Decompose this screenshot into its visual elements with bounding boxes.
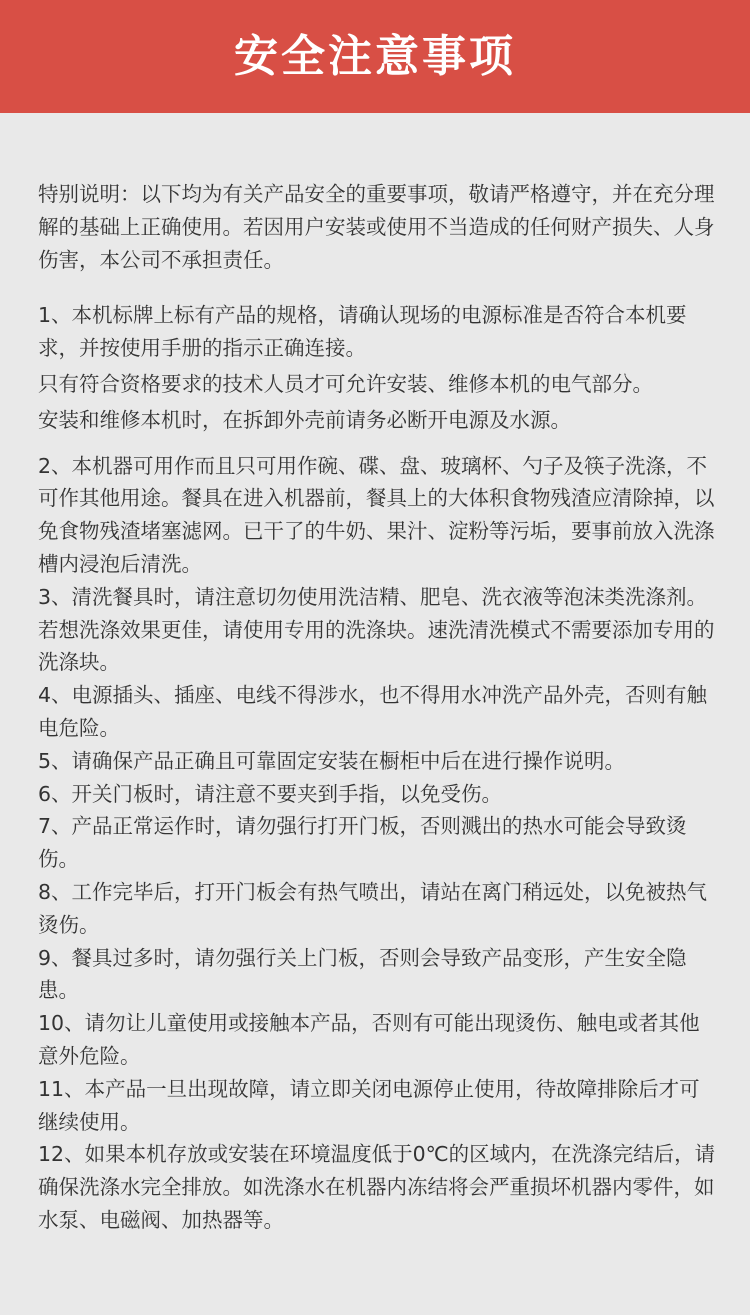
note-item-5: 5、请确保产品正确且可靠固定安装在橱柜中后在进行操作说明。: [38, 748, 626, 773]
safety-notes-content: [0, 113, 750, 1237]
note-item-8: 8、工作完毕后，打开门板会有热气喷出，请站在离门稍远处，以免被热气烫伤。: [38, 879, 708, 937]
note-item-9: 9、餐具过多时，请勿强行关上门板，否则会导致产品变形，产生安全隐患。: [38, 945, 687, 1003]
note-item-1-disconnect-power: 安装和维修本机时，在拆卸外壳前请务必断开电源及水源。: [38, 407, 571, 432]
note-item-2: 2、本机器可用作而且只可用作碗、碟、盘、玻璃杯、勺子及筷子洗涤，不可作其他用途。餐具在进入机器前，餐具上的大体积食物残渣应清除掉，以免食物残渣堵塞滤网。已干了的牛奶、果汁、淀粉等污垢，要事前放入洗涤槽内浸泡后清洗。: [38, 453, 715, 576]
note-item-1-qualified-technician: 只有符合资格要求的技术人员才可允许安装、维修本机的电气部分。: [38, 371, 653, 396]
note-item-1: 1、本机标牌上标有产品的规格，请确认现场的电源标准是否符合本机要求，并按使用手册的指示正确连接。: [38, 303, 687, 361]
note-item-10: 10、请勿让儿童使用或接触本产品，否则有可能出现烫伤、触电或者其他意外危险。: [38, 1011, 700, 1068]
note-item-11: 11、本产品一旦出现故障，请立即关闭电源停止使用，待故障排除后才可继续使用。: [38, 1076, 700, 1134]
note-item-4: 4、电源插头、插座、电线不得涉水，也不得用水冲洗产品外壳，否则有触电危险。: [38, 683, 708, 740]
note-item-12: 12、如果本机存放或安装在环境温度低于0℃的区域内，在洗涤完结后，请确保洗涤水完全排放。如洗涤水在机器内冻结将会严重损坏机器内零件，如水泵、电磁阀、加热器等。: [38, 1142, 716, 1232]
note-item-6: 6、开关门板时，请注意不要夹到手指，以免受伤。: [38, 781, 503, 806]
header-banner: [0, 0, 750, 113]
note-item-7: 7、产品正常运作时，请勿强行打开门板，否则溅出的热水可能会导致烫伤。: [38, 814, 687, 872]
page-title: 安全注意事项: [234, 30, 516, 82]
intro-paragraph: 特别说明：以下均为有关产品安全的重要事项，敬请严格遵守，并在充分理解的基础上正确使用。若因用户安装或使用不当造成的任何财产损失、人身伤害，本公司不承担责任。: [38, 182, 715, 272]
note-item-3: 3、清洗餐具时，请注意切勿使用洗洁精、肥皂、洗衣液等泡沫类洗涤剂。若想洗涤效果更佳，请使用专用的洗涤块。速洗清洗模式不需要添加专用的洗涤块。: [38, 584, 715, 675]
